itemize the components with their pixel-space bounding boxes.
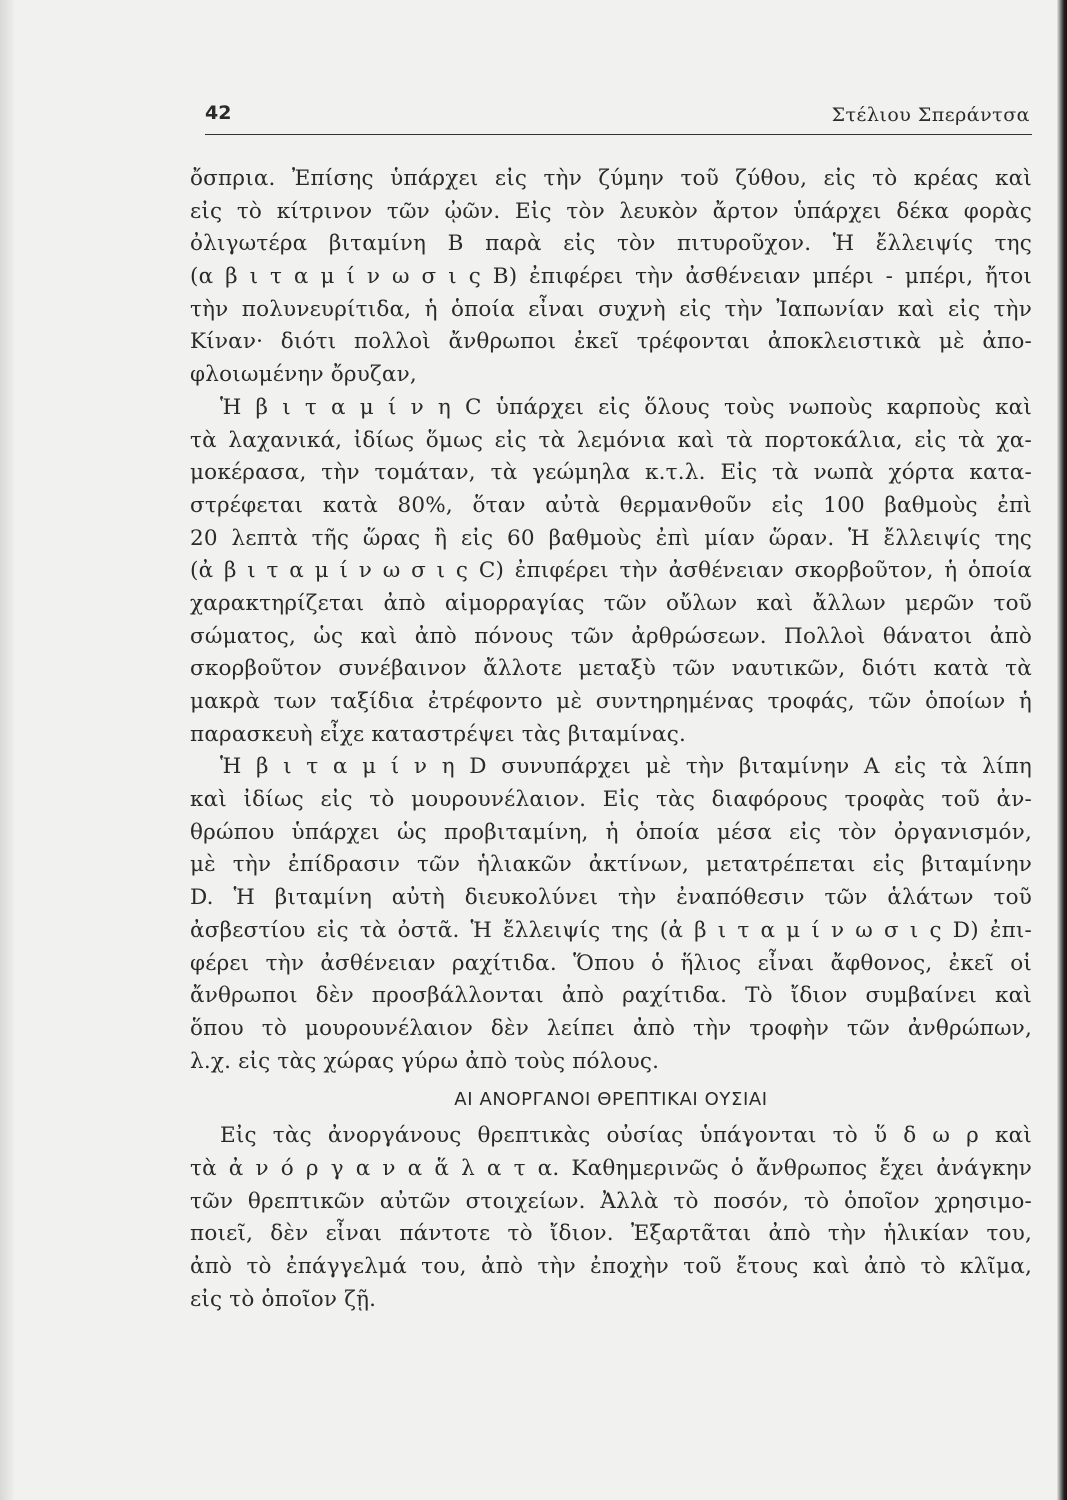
text-line: μὲ τὴν ἐπίδρασιν τῶν ἡλιακῶν ἀκτίνων, μετατρέπεται εἰς βιταμίνην xyxy=(190,852,1032,878)
text-line: τὰ λαχανικά, ἰδίως ὅμως εἰς τὰ λεμόνια καὶ τὰ πορτοκάλια, εἰς τὰ χα- xyxy=(190,427,1032,453)
text-line: φλοιωμένην ὄρυζαν, xyxy=(190,362,417,388)
text-line: καὶ ἰδίως εἰς τὸ μουρουνέλαιον. Εἰς τὰς διαφόρους τροφὰς τοῦ ἀν- xyxy=(190,787,1032,813)
text-line: εἰς τὸ κίτρινον τῶν ᾠῶν. Εἰς τὸν λευκὸν ἄρτον ὑπάρχει δέκα φορὰς xyxy=(190,198,1032,224)
text-line: (ἀ β ι τ α μ ί ν ω σ ι ς C) ἐπιφέρει τὴν ἀσθένειαν σκορβοῦτον, ἡ ὁποία xyxy=(190,558,1032,584)
text-line: λ.χ. εἰς τὰς χώρας γύρω ἀπὸ τοὺς πόλους. xyxy=(190,1048,660,1074)
page-number: 42 xyxy=(205,102,232,124)
text-line: εἰς τὸ ὁποῖον ζῇ. xyxy=(190,1286,377,1312)
section-vitamins xyxy=(190,163,1032,1078)
text-line: Εἰς τὰς ἀνοργάνους θρεπτικὰς οὐσίας ὑπάγονται τὸ ὕ δ ω ρ καὶ xyxy=(220,1123,1032,1149)
text-line: σώματος, ὡς καὶ ἀπὸ πόνους τῶν ἀρθρώσεων. Πολλοὶ θάνατοι ἀπὸ xyxy=(190,623,1032,649)
text-line: σκορβοῦτον συνέβαινον ἄλλοτε μεταξὺ τῶν ναυτικῶν, διότι κατὰ τὰ xyxy=(190,656,1032,682)
text-line: τῶν θρεπτικῶν αὐτῶν στοιχείων. Ἀλλὰ τὸ ποσόν, τὸ ὁποῖον χρησιμο- xyxy=(190,1188,1032,1214)
text-line: ποιεῖ, δὲν εἶναι πάντοτε τὸ ἴδιον. Ἐξαρτᾶται ἀπὸ τὴν ἡλικίαν του, xyxy=(190,1221,1032,1247)
text-line: Κίναν· διότι πολλοὶ ἄνθρωποι ἐκεῖ τρέφονται ἀποκλειστικὰ μὲ ἀπο- xyxy=(190,329,1032,355)
text-line: ἀσβεστίου εἰς τὰ ὀστᾶ. Ἡ ἔλλειψίς της (ἀ β ι τ α μ ί ν ω σ ι ς D) ἐπι- xyxy=(190,917,1032,943)
text-line: τὴν πολυνευρίτιδα, ἡ ὁποία εἶναι συχνὴ εἰς τὴν Ἰαπωνίαν καὶ εἰς τὴν xyxy=(190,296,1032,322)
text-line: χαρακτηρίζεται ἀπὸ αἱμορραγίας τῶν οὔλων καὶ ἄλλων μερῶν τοῦ xyxy=(190,590,1032,616)
running-head-author: Στέλιου Σπεράντσα xyxy=(831,104,1030,126)
text-line: ὅπου τὸ μουρουνέλαιον δὲν λείπει ἀπὸ τὴν τροφὴν τῶν ἀνθρώπων, xyxy=(190,1015,1032,1041)
text-line: θρώπου ὑπάρχει ὡς προβιταμίνη, ἡ ὁποία μέσα εἰς τὸν ὀργανισμόν, xyxy=(190,819,1032,845)
text-line: Ἡ β ι τ α μ ί ν η D συνυπάρχει μὲ τὴν βιταμίνην Α εἰς τὰ λίπη xyxy=(220,754,1032,780)
page-header xyxy=(205,100,1032,135)
body-text xyxy=(190,163,1032,1316)
text-line: Ἡ β ι τ α μ ί ν η C ὑπάρχει εἰς ὅλους τοὺς νωποὺς καρποὺς καὶ xyxy=(220,394,1032,420)
text-line: D. Ἡ βιταμίνη αὐτὴ διευκολύνει τὴν ἐναπόθεσιν τῶν ἁλάτων τοῦ xyxy=(190,885,1032,911)
text-line: στρέφεται κατὰ 80%, ὅταν αὐτὰ θερμανθοῦν εἰς 100 βαθμοὺς ἐπὶ xyxy=(190,492,1032,518)
text-line: φέρει τὴν ἀσθένειαν ραχίτιδα. Ὅπου ὁ ἥλιος εἶναι ἄφθονος, ἐκεῖ οἱ xyxy=(190,950,1032,976)
text-line: (α β ι τ α μ ί ν ω σ ι ς Β) ἐπιφέρει τὴν ἀσθένειαν μπέρι - μπέρι, ἤτοι xyxy=(190,264,1032,290)
text-line: ἄνθρωποι δὲν προσβάλλονται ἀπὸ ραχίτιδα. Τὸ ἴδιον συμβαίνει καὶ xyxy=(190,983,1032,1009)
text-line: 20 λεπτὰ τῆς ὥρας ἢ εἰς 60 βαθμοὺς ἐπὶ μίαν ὥραν. Ἡ ἔλλειψίς της xyxy=(190,525,1032,551)
text-line: ὀλιγωτέρα βιταμίνη Β παρὰ εἰς τὸν πιτυροῦχον. Ἡ ἔλλειψίς της xyxy=(190,231,1032,257)
text-line: τὰ ἀ ν ό ρ γ α ν α ἅ λ α τ α. Καθημερινῶς ὁ ἄνθρωπος ἔχει ἀνάγκην xyxy=(190,1155,1032,1181)
text-line: ὄσπρια. Ἐπίσης ὑπάρχει εἰς τὴν ζύμην τοῦ ζύθου, εἰς τὸ κρέας καὶ xyxy=(190,166,1032,191)
text-line: μοκέρασα, τὴν τομάταν, τὰ γεώμηλα κ.τ.λ. Εἰς τὰ νωπὰ χόρτα κατα- xyxy=(190,460,1032,486)
section-heading: ΑΙ ΑΝΟΡΓΑΝΟΙ ΘΡΕΠΤΙΚΑΙ ΟΥΣΙΑΙ xyxy=(454,1089,768,1111)
page-gutter-shadow xyxy=(0,0,14,1500)
text-line: μακρὰ των ταξίδια ἐτρέφοντο μὲ συντηρημένας τροφάς, τῶν ὁποίων ἡ xyxy=(190,689,1032,714)
page-edge xyxy=(1057,0,1067,1500)
text-line: ἀπὸ τὸ ἐπάγγελμά του, ἀπὸ τὴν ἐποχὴν τοῦ ἔτους καὶ ἀπὸ τὸ κλῖμα, xyxy=(190,1254,1032,1279)
text-line: παρασκευὴ εἶχε καταστρέψει τὰς βιταμίνας. xyxy=(190,721,687,747)
section-inorganic-nutrients xyxy=(190,1120,1032,1316)
